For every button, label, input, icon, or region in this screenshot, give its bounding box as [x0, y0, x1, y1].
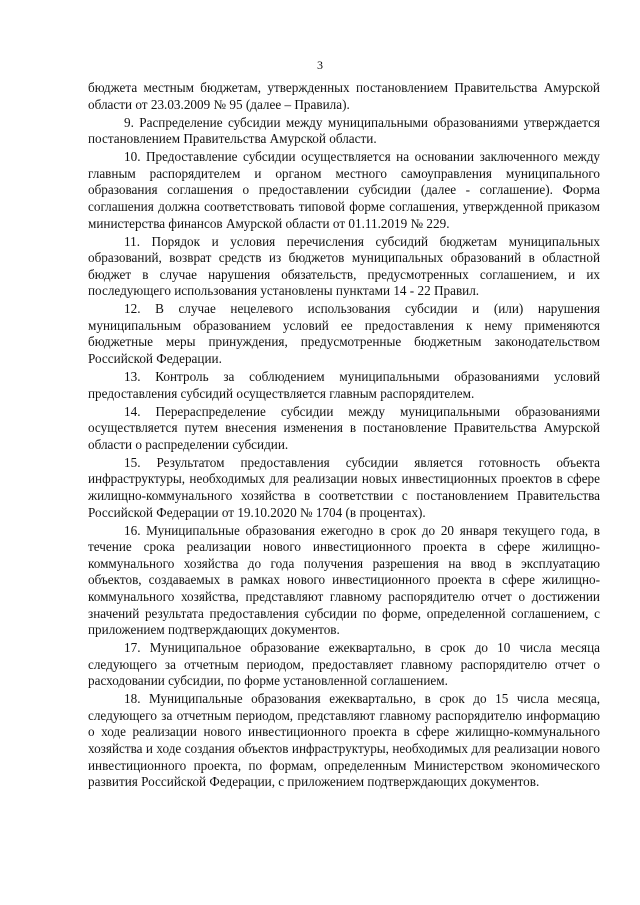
page-number: 3: [317, 58, 323, 72]
paragraph-14: 14. Перераспределение субсидии между муниципальными образованиями осуществляется путем внесения изменения в постановление Правительства Амурской области о распределении субсидии.: [88, 403, 600, 452]
paragraph-continuation: бюджета местным бюджетам, утвержденных постановлением Правительства Амурской области от 23.03.2009 № 95 (далее – Правила).: [88, 80, 600, 112]
paragraph-12: 12. В случае нецелевого использования субсидии и (или) нарушения муниципальным образованием условий ее предоставления к нему применяются бюджетные меры принуждения, предусмотренные бюджетным законодательством Российской Федерации.: [88, 301, 600, 367]
paragraph-9: 9. Распределение субсидии между муниципальными образованиями утверждается постановлением Правительства Амурской области.: [88, 114, 600, 147]
paragraph-11: 11. Порядок и условия перечисления субсидий бюджетам муниципальных образований, возврат средств из бюджетов муниципальных образований в областной бюджет в случае нарушения обязательств, предусмотренных соглашением, и их последующего использования установлены пунктами 14 - 22 Правил.: [88, 233, 600, 299]
document-body: [88, 80, 600, 792]
paragraph-16: 16. Муниципальные образования ежегодно в срок до 20 января текущего года, в течение срока реализации нового инвестиционного проекта в сфере жилищно-коммунального хозяйства до года получения разрешения на ввод в эксплуатацию объектов, создаваемых в рамках нового инвестиционного проекта в сфере жилищно-коммунального хозяйства, представляют главному распорядителю отчет о достижении значений результата предоставления субсидии по форме, определенной соглашением, с приложением подтверждающих документов.: [88, 522, 600, 638]
paragraph-10: 10. Предоставление субсидии осуществляется на основании заключенного между главным распорядителем и органом местного самоуправления муниципального образования соглашения о предоставлении субсидии (далее - соглашение). Форма соглашения должна соответствовать типовой форме соглашения, утвержденной приказом министерства финансов Амурской области от 01.11.2019 № 229.: [88, 149, 600, 231]
paragraph-18: 18. Муниципальные образования ежеквартально, в срок до 15 числа месяца, следующего за отчетным периодом, представляют главному распорядителю информацию о ходе реализации нового инвестиционного проекта в сфере жилищно-коммунального хозяйства и ходе создания объектов инфраструктуры, необходимых для реализации нового инвестиционного проекта, по формам, определенным Министерством экономического развития Российской Федерации, с приложением подтверждающих документов.: [88, 691, 600, 790]
paragraph-13: 13. Контроль за соблюдением муниципальными образованиями условий предоставления субсидий осуществляется главным распорядителем.: [88, 369, 600, 401]
paragraph-17: 17. Муниципальное образование ежеквартально, в срок до 10 числа месяца следующего за отчетным периодом, предоставляет главному распорядителю отчет о расходовании субсидии, по форме установленной соглашением.: [88, 640, 600, 689]
paragraph-15: 15. Результатом предоставления субсидии является готовность объекта инфраструктуры, необходимых для реализации новых инвестиционных проектов в сфере жилищно-коммунального хозяйства в соответствии с постановлением Правительства Российской Федерации от 19.10.2020 № 1704 (в процентах).: [88, 454, 600, 520]
